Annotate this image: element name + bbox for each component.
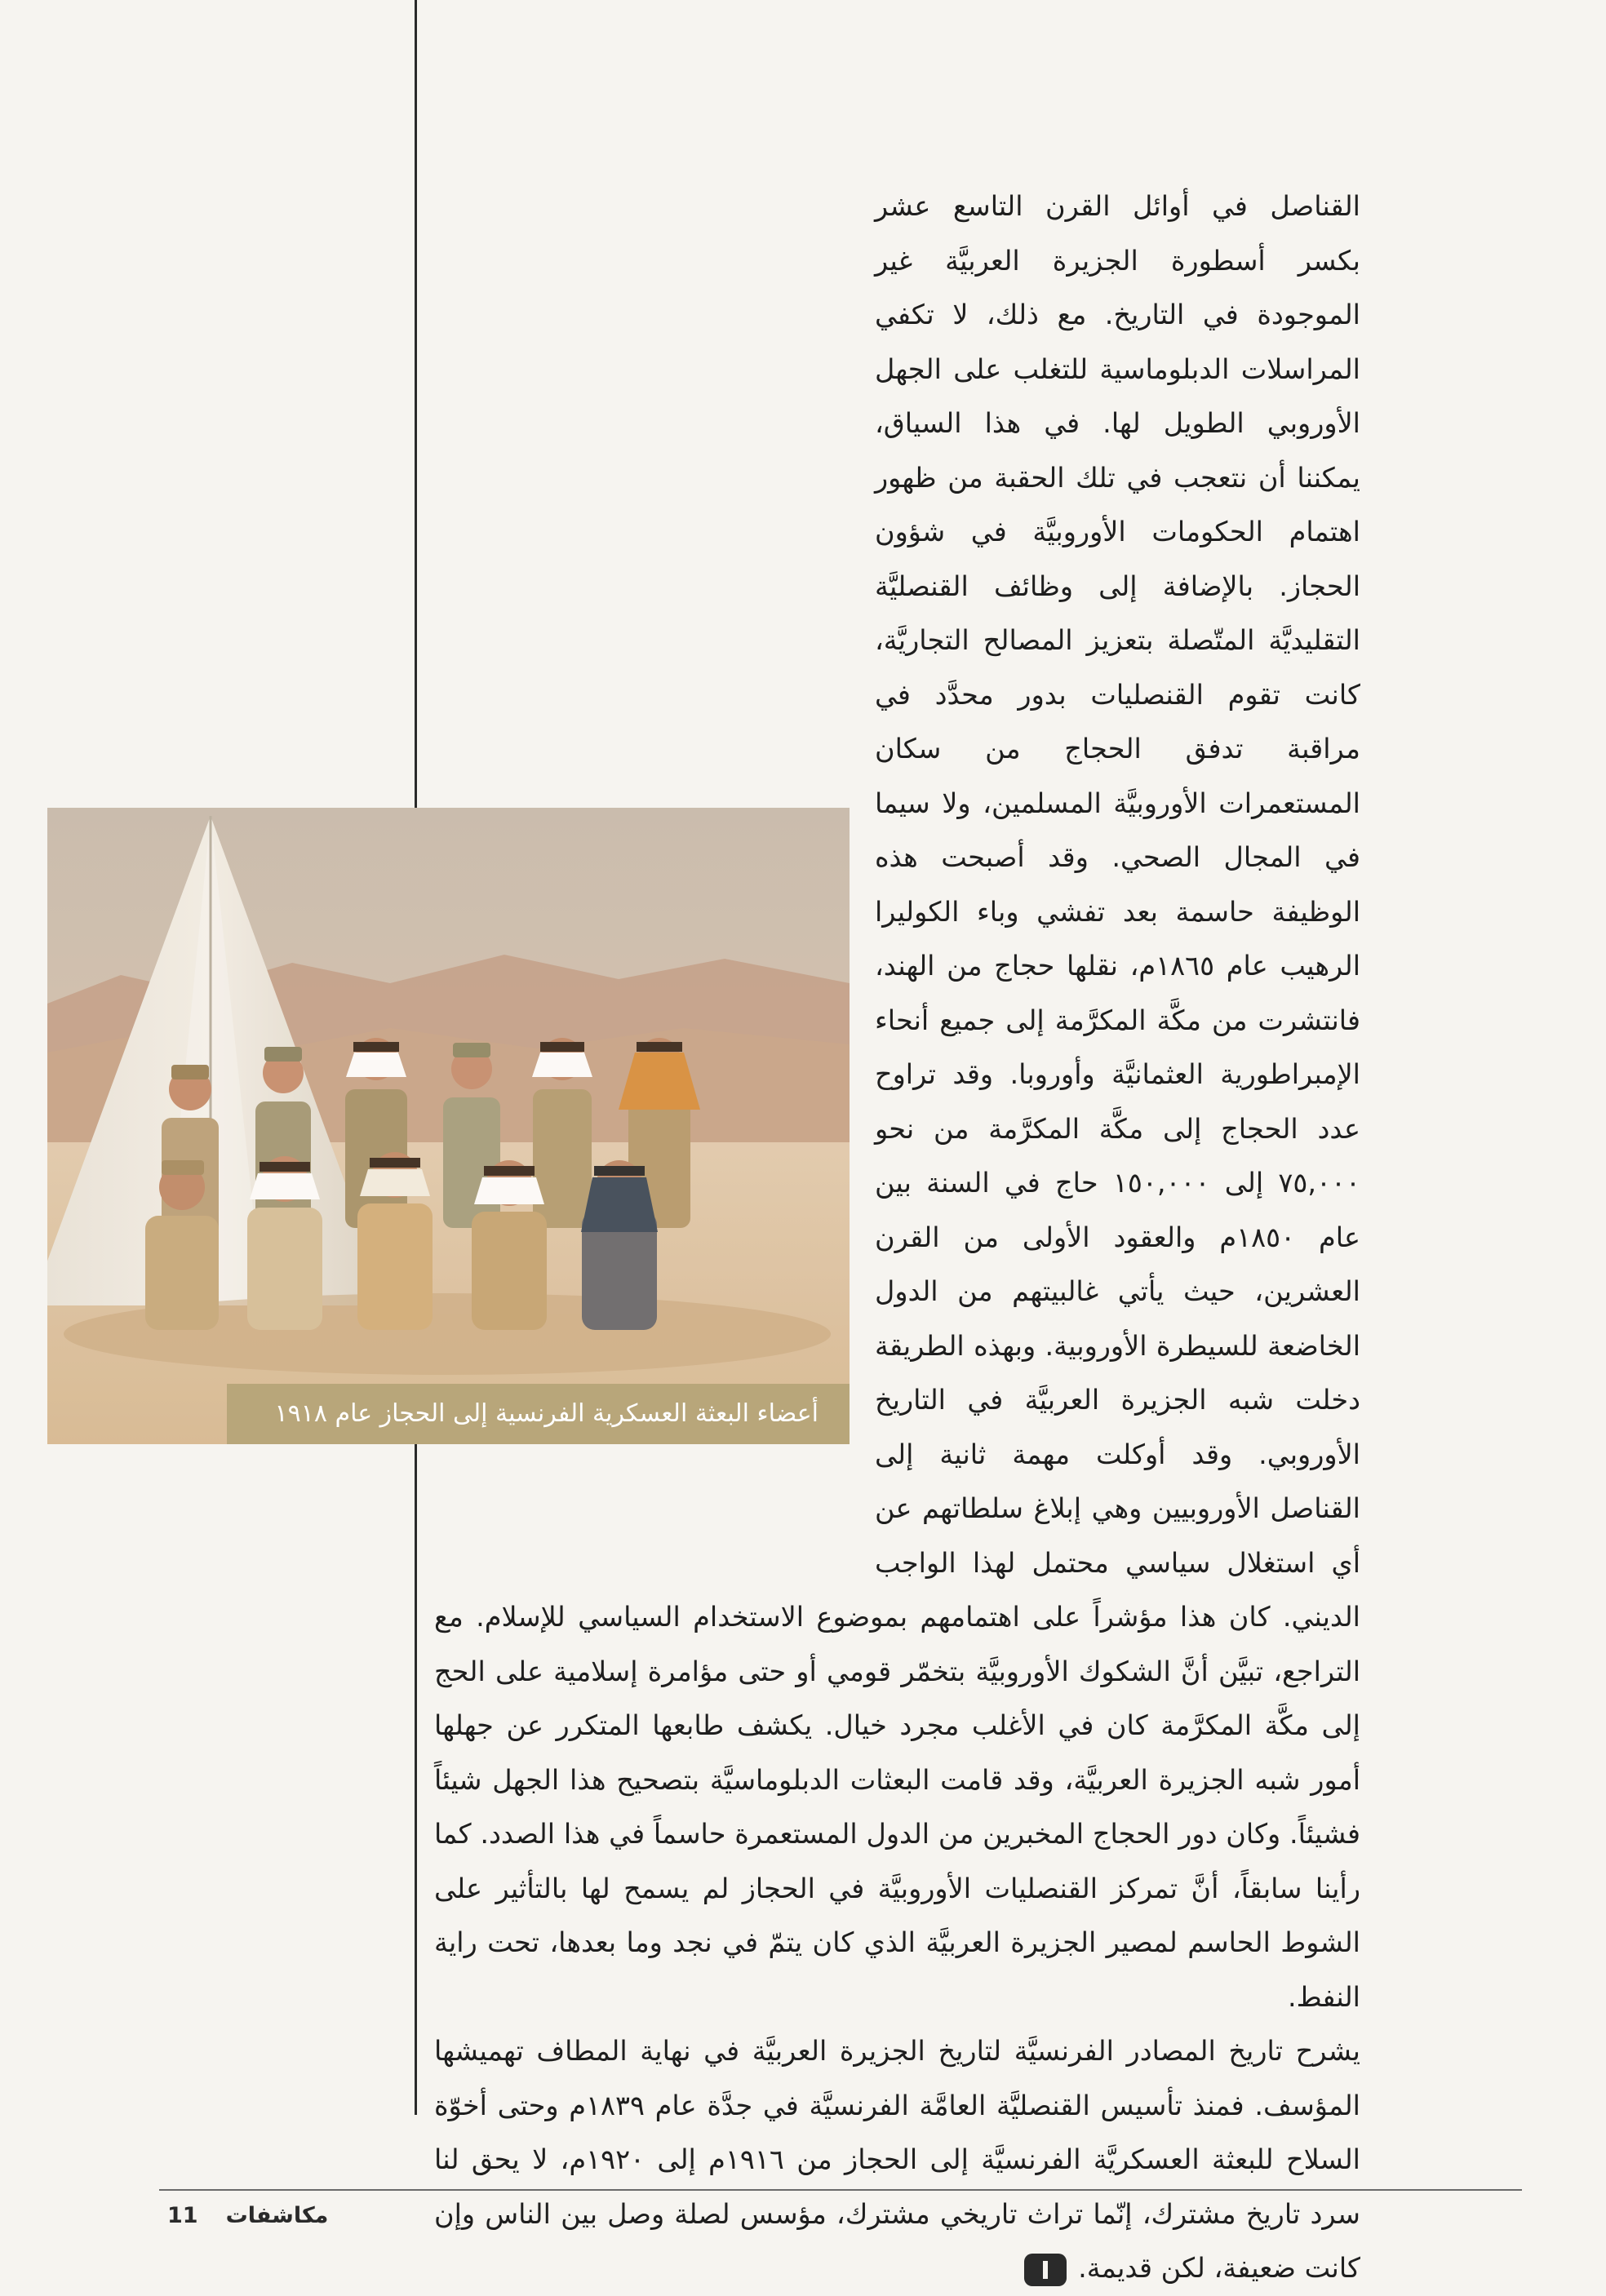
paragraph-text: يشرح تاريخ المصادر الفرنسيَّة لتاريخ الجزيرة العربيَّة في نهاية المطاف تهميشها المؤسف. فمنذ تأسيس القنصليَّة العامَّة الفرنسيَّة في جدَّة عام ١٨٣٩م وحتى أخوّة السلاح للبعثة العسكريَّة الفرنسيَّة إلى الحجاز من ١٩١٦م إلى ١٩٢٠م، لا يحق لنا سرد تاريخ مشترك، إنّما تراث تاريخي مشترك، مؤسس لصلة وصل بين الناس وإن كانت ضعيفة، لكن قديمة. <box>434 2035 1360 2284</box>
historical-photo-figure <box>47 808 850 1444</box>
paragraph-text: القناصل في أوائل القرن التاسع عشر بكسر أسطورة الجزيرة العربيَّة غير الموجودة في التاريخ. مع ذلك، لا تكفي المراسلات الدبلوماسية للتغلب على الجهل الأوروبي الطويل لها. في هذا السياق، يمكننا أن نتعجب في تلك الحقبة من ظهور اهتمام الحكومات الأوروبيَّة في شؤون الحجاز. بالإضافة إلى وظائف القنصليَّة التقليديَّة المتّصلة بتعزيز المصالح التجاريَّة، كانت تقوم القنصليات بدور محدَّد في مراقبة تدفق الحجاج من سكان المستعمرات الأوروبيَّة المسلمين، ولا سيما في المجال الصحي. وقد أصبحت هذه الوظيفة حاسمة بعد تفشي وباء الكوليرا الرهيب عام ١٨٦٥م، نقلها حجاج من الهند، فانتشرت من مكَّة المكرَّمة إلى جميع أنحاء الإمبراطورية العثمانيَّة وأوروبا. وقد تراوح عدد الحجاج إلى مكَّة المكرَّمة من نحو ٧٥,٠٠٠ إلى ١٥٠,٠٠٠ حاج في السنة بين عام ١٨٥٠م والعقود الأولى من القرن العشرين، حيث يأتي غالبيتهم من الدول الخاضعة للسيطرة الأوروبية. وبهذه الطريقة دخلت شبه الجزيرة العربيَّة في التاريخ الأوروبي. وقد أوكلت مهمة ثانية إلى القناصل الأوروبيين وهي إبلاغ سلطاتهم عن أي استغلال سياسي محتمل لهذا الواجب الديني. كان هذا مؤشراً على اهتمامهم بموضوع الاستخدام السياسي للإسلام. مع التراجع، تبيَّن أنَّ الشكوك الأوروبيَّة بتخمّر قومي أو حتى مؤامرة إسلامية على الحج إلى مكَّة المكرَّمة كان في الأغلب مجرد خيال. يكشف طابعها المتكرر عن جهلها أمور شبه الجزيرة العربيَّة، وقد قامت البعثات الدبلوماسيَّة بتصحيح هذا الجهل شيئاً فشيئاً. وكان دور الحجاج المخبرين من الدول المستعمرة حاسماً في هذا الصدد. كما رأينا سابقاً، أنَّ تمركز القنصليات الأوروبيَّة في الحجاز لم يسمح لها بالتأثير على الشوط الحاسم لمصير الجزيرة العربيَّة الذي كان يتمّ في نجد وما بعدها، تحت راية النفط. <box>434 190 1361 2013</box>
footer-rule <box>159 2189 1522 2191</box>
page-number: 11 <box>167 2203 198 2228</box>
article-paragraph <box>434 2024 1360 2296</box>
page-footer <box>167 2203 328 2228</box>
group-photo <box>47 808 850 1444</box>
photo-caption: أعضاء البعثة العسكرية الفرنسية إلى الحجاز عام ١٩١٨ <box>227 1384 850 1444</box>
article-end-mark-icon <box>1024 2254 1067 2286</box>
magazine-name: مكاشفات <box>225 2203 329 2228</box>
